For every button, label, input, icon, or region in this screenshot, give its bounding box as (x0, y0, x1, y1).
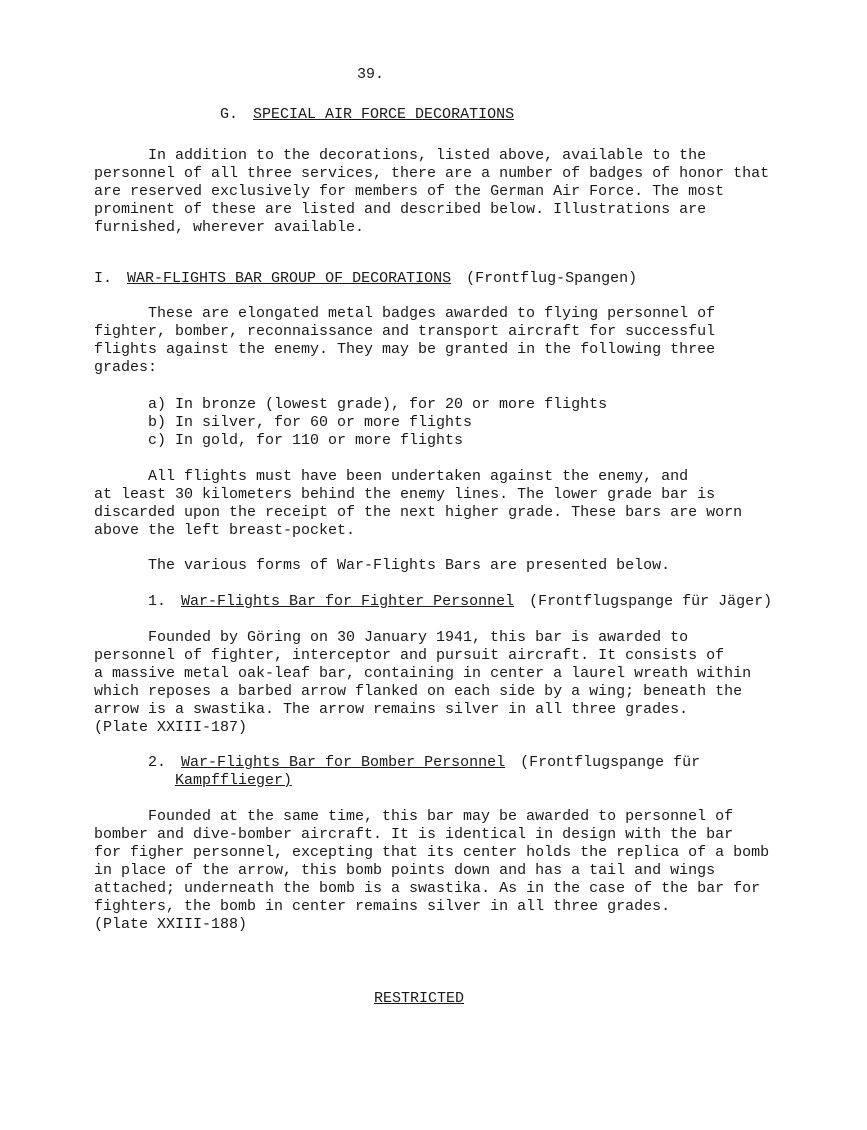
paragraph-line: These are elongated metal badges awarded to flying personnel of (148, 305, 716, 322)
intro-line: personnel of all three services, there are a number of badges of honor that (94, 165, 770, 182)
subheading-bomber-bar (148, 754, 700, 790)
grade-item: b) In silver, for 60 or more flights (148, 414, 473, 431)
heading-war-flights-bar-group (94, 270, 637, 288)
paragraph-fighter-bar (94, 629, 751, 737)
paragraph-line: above the left breast-pocket. (94, 522, 356, 539)
subheading-prefix: 2. (148, 754, 167, 771)
intro-line: prominent of these are listed and described below. Illustrations are (94, 201, 707, 218)
page-number: 39. (357, 66, 385, 83)
subheading-german: (Frontflugspange für Jäger) (529, 593, 773, 610)
heading-prefix: I. (94, 270, 113, 287)
section-heading (220, 106, 514, 124)
paragraph-line: for figher personnel, excepting that its center holds the replica of a bomb (94, 844, 770, 861)
subheading-title: War-Flights Bar for Bomber Personnel (181, 754, 506, 771)
paragraph-line: discarded upon the receipt of the next higher grade. These bars are worn (94, 504, 743, 521)
subheading-line (148, 754, 700, 772)
plate-reference: (Plate XXIII-188) (94, 916, 248, 933)
intro-line: In addition to the decorations, listed above, available to the (148, 147, 707, 164)
paragraph-line: a massive metal oak-leaf bar, containing in center a laurel wreath within (94, 665, 752, 682)
paragraph-line: Founded by Göring on 30 January 1941, this bar is awarded to (148, 629, 689, 646)
subheading-prefix: 1. (148, 593, 167, 610)
subheading-title-continued: Kampfflieger) (175, 772, 293, 789)
paragraph-line: attached; underneath the bomb is a swastika. As in the case of the bar for (94, 880, 761, 897)
paragraph-line: flights against the enemy. They may be granted in the following three (94, 341, 716, 358)
intro-line: furnished, wherever available. (94, 219, 365, 236)
grade-item: a) In bronze (lowest grade), for 20 or more flights (148, 396, 608, 413)
subheading-fighter-bar (148, 593, 772, 611)
heading-title: WAR-FLIGHTS BAR GROUP OF DECORATIONS (127, 270, 452, 287)
paragraph-line: Founded at the same time, this bar may be awarded to personnel of (148, 808, 734, 825)
paragraph-badges (94, 305, 715, 377)
classification-footer: RESTRICTED (374, 990, 465, 1007)
paragraph-line: fighter, bomber, reconnaissance and transport aircraft for successful (94, 323, 716, 340)
grade-item: c) In gold, for 110 or more flights (148, 432, 464, 449)
plate-reference: (Plate XXIII-187) (94, 719, 248, 736)
paragraph-line: grades: (94, 359, 158, 376)
paragraph-line: which reposes a barbed arrow flanked on each side by a wing; beneath the (94, 683, 743, 700)
paragraph-line: fighters, the bomb in center remains silver in all three grades. (94, 898, 671, 915)
paragraph-line: in place of the arrow, this bomb points down and has a tail and wings (94, 862, 716, 879)
paragraph-line: bomber and dive-bomber aircraft. It is identical in design with the bar (94, 826, 734, 843)
paragraph-line: arrow is a swastika. The arrow remains silver in all three grades. (94, 701, 689, 718)
paragraph-line: at least 30 kilometers behind the enemy lines. The lower grade bar is (94, 486, 716, 503)
paragraph-bomber-bar (94, 808, 769, 934)
subheading-german: (Frontflugspange für (520, 754, 701, 771)
grades-list (148, 396, 607, 450)
intro-line: are reserved exclusively for members of the German Air Force. The most (94, 183, 725, 200)
paragraph-forms: The various forms of War-Flights Bars are presented below. (148, 557, 671, 574)
paragraph-line: personnel of fighter, interceptor and pursuit aircraft. It consists of (94, 647, 725, 664)
section-prefix: G. (220, 106, 239, 123)
subheading-line (148, 772, 700, 790)
subheading-title: War-Flights Bar for Fighter Personnel (181, 593, 515, 610)
heading-german: (Frontflug-Spangen) (466, 270, 638, 287)
paragraph-line: All flights must have been undertaken against the enemy, and (148, 468, 689, 485)
section-title: SPECIAL AIR FORCE DECORATIONS (253, 106, 515, 123)
intro-paragraph (94, 147, 769, 237)
paragraph-flights (94, 468, 742, 540)
